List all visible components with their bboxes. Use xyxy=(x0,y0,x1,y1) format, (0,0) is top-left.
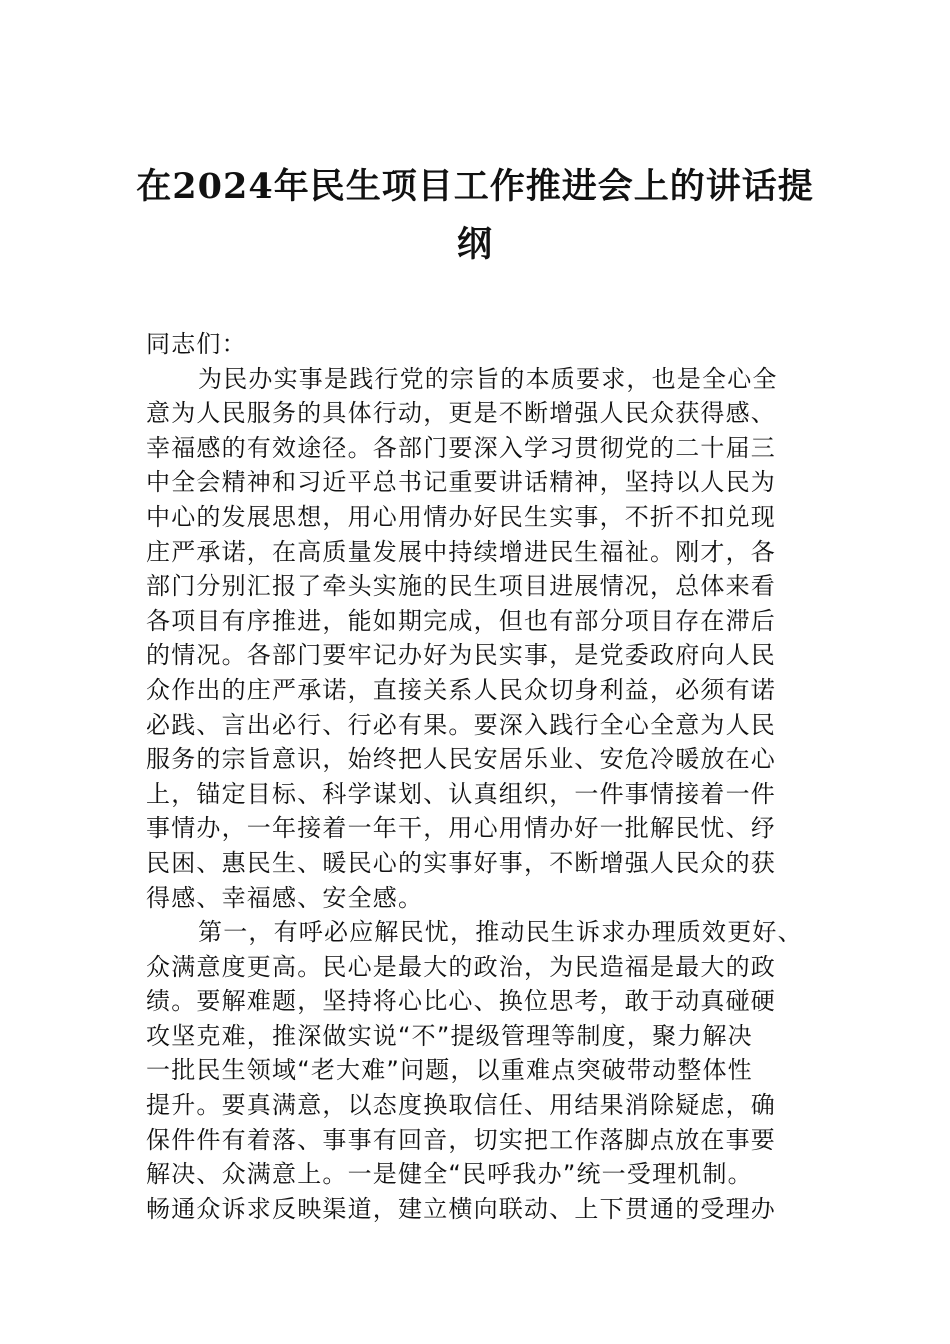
title-line-2: 纲 xyxy=(456,224,493,265)
body-line: 各项目有序推进，能如期完成，但也有部分项目存在滞后 xyxy=(146,606,776,635)
body-line: 幸福感的有效途径。各部门要深入学习贯彻党的二十届三 xyxy=(146,433,776,462)
body-line: 服务的宗旨意识，始终把人民安居乐业、安危冷暖放在心 xyxy=(146,745,776,774)
body-line: 事情办，一年接着一年干，用心用情办好一批解民忧、纾 xyxy=(146,814,776,843)
body-line: 提升。要真满意，以态度换取信任、用结果消除疑虑，确 xyxy=(146,1091,776,1120)
body-line: 第一，有呼必应解民忧，推动民生诉求办理质效更好、 xyxy=(198,918,803,947)
document-body xyxy=(146,327,826,1226)
body-line: 庄严承诺，在高质量发展中持续增进民生福祉。刚才，各 xyxy=(146,537,776,566)
body-line: 民困、惠民生、暖民心的实事好事，不断增强人民众的获 xyxy=(146,848,776,877)
body-line: 解决、众满意上。一是健全“民呼我办”统一受理机制。 xyxy=(146,1160,753,1189)
body-line: 保件件有着落、事事有回音，切实把工作落脚点放在事要 xyxy=(146,1125,776,1154)
body-line: 攻坚克难，推深做实说“不”提级管理等制度，聚力解决 xyxy=(146,1021,753,1050)
body-line: 必践、言出必行、行必有果。要深入践行全心全意为人民 xyxy=(146,710,776,739)
body-line: 意为人民服务的具体行动，更是不断增强人民众获得感、 xyxy=(146,399,776,428)
body-line: 上，锚定目标、科学谋划、认真组织，一件事情接着一件 xyxy=(146,779,776,808)
body-line: 中全会精神和习近平总书记重要讲话精神，坚持以人民为 xyxy=(146,468,776,497)
body-line: 众作出的庄严承诺，直接关系人民众切身利益，必须有诺 xyxy=(146,675,776,704)
body-line: 畅通众诉求反映渠道，建立横向联动、上下贯通的受理办 xyxy=(146,1194,776,1223)
salutation: 同志们： xyxy=(146,330,247,358)
body-line: 为民办实事是践行党的宗旨的本质要求，也是全心全 xyxy=(198,364,778,393)
body-line: 的情况。各部门要牢记办好为民实事，是党委政府向人民 xyxy=(146,641,776,670)
body-line: 中心的发展思想，用心用情办好民生实事，不折不扣兑现 xyxy=(146,502,776,531)
document-title xyxy=(130,160,820,272)
body-line: 得感、幸福感、安全感。 xyxy=(146,883,424,912)
body-line: 一批民生领域“老大难”问题，以重难点突破带动整体性 xyxy=(146,1056,753,1085)
body-line: 部门分别汇报了牵头实施的民生项目进展情况，总体来看 xyxy=(146,572,776,601)
title-line-1: 在2024年民生项目工作推进会上的讲话提 xyxy=(136,166,814,207)
body-line: 众满意度更高。民心是最大的政治，为民造福是最大的政 xyxy=(146,952,776,981)
body-line: 绩。要解难题，坚持将心比心、换位思考，敢于动真碰硬 xyxy=(146,987,776,1016)
